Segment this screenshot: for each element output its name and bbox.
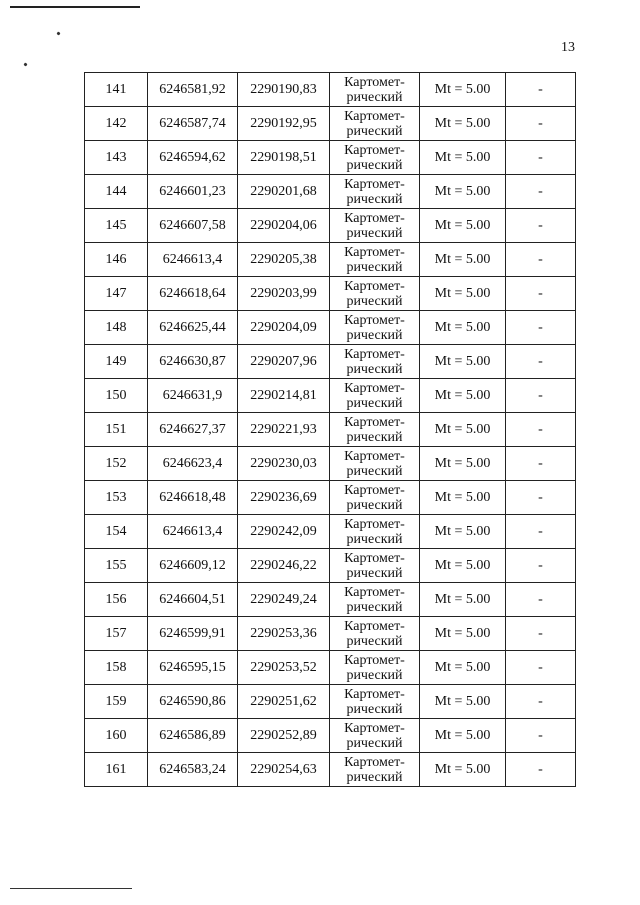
- point-number-cell: 154: [85, 515, 148, 549]
- accuracy-cell: Mt = 5.00: [420, 277, 506, 311]
- method-cell: [330, 73, 420, 107]
- method-line-1: Картомет-: [344, 312, 405, 328]
- table-row: [85, 379, 576, 413]
- accuracy-cell: Mt = 5.00: [420, 413, 506, 447]
- table-row: [85, 277, 576, 311]
- y-coordinate-cell: 2290198,51: [238, 141, 330, 175]
- table-row: [85, 175, 576, 209]
- method-line-1: Картомет-: [344, 652, 405, 668]
- method-line-1: Картомет-: [344, 380, 405, 396]
- method-cell: [330, 651, 420, 685]
- method-cell: [330, 617, 420, 651]
- method-line-2: рический: [346, 327, 403, 343]
- note-cell: -: [506, 107, 576, 141]
- scan-speck: [23, 62, 27, 66]
- method-line-1: Картомет-: [344, 176, 405, 192]
- x-coordinate-cell: 6246630,87: [148, 345, 238, 379]
- note-cell: -: [506, 753, 576, 787]
- table-row: [85, 549, 576, 583]
- method-cell: [330, 379, 420, 413]
- x-coordinate-cell: 6246623,4: [148, 447, 238, 481]
- note-cell: -: [506, 175, 576, 209]
- table-row: [85, 719, 576, 753]
- y-coordinate-cell: 2290246,22: [238, 549, 330, 583]
- note-cell: -: [506, 311, 576, 345]
- method-line-2: рический: [346, 361, 403, 377]
- note-cell: -: [506, 549, 576, 583]
- y-coordinate-cell: 2290203,99: [238, 277, 330, 311]
- note-cell: -: [506, 413, 576, 447]
- accuracy-cell: Mt = 5.00: [420, 175, 506, 209]
- method-line-1: Картомет-: [344, 448, 405, 464]
- y-coordinate-cell: 2290230,03: [238, 447, 330, 481]
- method-cell: [330, 141, 420, 175]
- method-line-1: Картомет-: [344, 686, 405, 702]
- y-coordinate-cell: 2290252,89: [238, 719, 330, 753]
- page-number: 13: [561, 40, 575, 55]
- method-line-1: Картомет-: [344, 720, 405, 736]
- bottom-rule: [10, 888, 132, 889]
- y-coordinate-cell: 2290254,63: [238, 753, 330, 787]
- point-number-cell: 158: [85, 651, 148, 685]
- method-line-2: рический: [346, 123, 403, 139]
- x-coordinate-cell: 6246599,91: [148, 617, 238, 651]
- y-coordinate-cell: 2290204,09: [238, 311, 330, 345]
- point-number-cell: 142: [85, 107, 148, 141]
- point-number-cell: 145: [85, 209, 148, 243]
- y-coordinate-cell: 2290253,36: [238, 617, 330, 651]
- accuracy-cell: Mt = 5.00: [420, 73, 506, 107]
- method-line-2: рический: [346, 463, 403, 479]
- method-line-2: рический: [346, 565, 403, 581]
- accuracy-cell: Mt = 5.00: [420, 685, 506, 719]
- note-cell: -: [506, 243, 576, 277]
- y-coordinate-cell: 2290249,24: [238, 583, 330, 617]
- x-coordinate-cell: 6246586,89: [148, 719, 238, 753]
- point-number-cell: 151: [85, 413, 148, 447]
- note-cell: -: [506, 685, 576, 719]
- accuracy-cell: Mt = 5.00: [420, 515, 506, 549]
- table-row: [85, 685, 576, 719]
- table-row: [85, 107, 576, 141]
- method-line-2: рический: [346, 157, 403, 173]
- method-line-1: Картомет-: [344, 74, 405, 90]
- x-coordinate-cell: 6246609,12: [148, 549, 238, 583]
- method-line-2: рический: [346, 395, 403, 411]
- x-coordinate-cell: 6246607,58: [148, 209, 238, 243]
- table-row: [85, 753, 576, 787]
- table-body: [85, 73, 576, 787]
- method-line-2: рический: [346, 225, 403, 241]
- x-coordinate-cell: 6246618,64: [148, 277, 238, 311]
- note-cell: -: [506, 345, 576, 379]
- method-line-1: Картомет-: [344, 618, 405, 634]
- table-row: [85, 345, 576, 379]
- method-line-2: рический: [346, 769, 403, 785]
- point-number-cell: 147: [85, 277, 148, 311]
- accuracy-cell: Mt = 5.00: [420, 379, 506, 413]
- table-row: [85, 651, 576, 685]
- table-row: [85, 617, 576, 651]
- method-cell: [330, 277, 420, 311]
- note-cell: -: [506, 719, 576, 753]
- x-coordinate-cell: 6246587,74: [148, 107, 238, 141]
- method-cell: [330, 243, 420, 277]
- y-coordinate-cell: 2290201,68: [238, 175, 330, 209]
- x-coordinate-cell: 6246594,62: [148, 141, 238, 175]
- method-cell: [330, 447, 420, 481]
- y-coordinate-cell: 2290205,38: [238, 243, 330, 277]
- note-cell: -: [506, 379, 576, 413]
- x-coordinate-cell: 6246601,23: [148, 175, 238, 209]
- point-number-cell: 156: [85, 583, 148, 617]
- coordinates-table: [84, 72, 576, 787]
- point-number-cell: 146: [85, 243, 148, 277]
- method-cell: [330, 753, 420, 787]
- method-line-2: рический: [346, 191, 403, 207]
- x-coordinate-cell: 6246631,9: [148, 379, 238, 413]
- y-coordinate-cell: 2290251,62: [238, 685, 330, 719]
- point-number-cell: 159: [85, 685, 148, 719]
- point-number-cell: 148: [85, 311, 148, 345]
- method-line-1: Картомет-: [344, 482, 405, 498]
- accuracy-cell: Mt = 5.00: [420, 447, 506, 481]
- method-line-1: Картомет-: [344, 210, 405, 226]
- x-coordinate-cell: 6246613,4: [148, 243, 238, 277]
- y-coordinate-cell: 2290236,69: [238, 481, 330, 515]
- point-number-cell: 157: [85, 617, 148, 651]
- y-coordinate-cell: 2290190,83: [238, 73, 330, 107]
- table-row: [85, 447, 576, 481]
- point-number-cell: 153: [85, 481, 148, 515]
- note-cell: -: [506, 447, 576, 481]
- note-cell: -: [506, 651, 576, 685]
- point-number-cell: 152: [85, 447, 148, 481]
- method-line-2: рический: [346, 701, 403, 717]
- method-cell: [330, 481, 420, 515]
- table-row: [85, 311, 576, 345]
- accuracy-cell: Mt = 5.00: [420, 549, 506, 583]
- method-line-1: Картомет-: [344, 516, 405, 532]
- method-line-1: Картомет-: [344, 108, 405, 124]
- accuracy-cell: Mt = 5.00: [420, 753, 506, 787]
- method-line-2: рический: [346, 429, 403, 445]
- x-coordinate-cell: 6246618,48: [148, 481, 238, 515]
- point-number-cell: 143: [85, 141, 148, 175]
- accuracy-cell: Mt = 5.00: [420, 311, 506, 345]
- y-coordinate-cell: 2290242,09: [238, 515, 330, 549]
- method-cell: [330, 107, 420, 141]
- table-row: [85, 73, 576, 107]
- accuracy-cell: Mt = 5.00: [420, 209, 506, 243]
- method-cell: [330, 345, 420, 379]
- method-cell: [330, 515, 420, 549]
- note-cell: -: [506, 583, 576, 617]
- point-number-cell: 155: [85, 549, 148, 583]
- method-cell: [330, 413, 420, 447]
- x-coordinate-cell: 6246613,4: [148, 515, 238, 549]
- method-line-2: рический: [346, 497, 403, 513]
- point-number-cell: 144: [85, 175, 148, 209]
- method-line-2: рический: [346, 735, 403, 751]
- method-line-2: рический: [346, 667, 403, 683]
- point-number-cell: 141: [85, 73, 148, 107]
- table-row: [85, 209, 576, 243]
- note-cell: -: [506, 73, 576, 107]
- point-number-cell: 150: [85, 379, 148, 413]
- point-number-cell: 149: [85, 345, 148, 379]
- y-coordinate-cell: 2290253,52: [238, 651, 330, 685]
- table-row: [85, 141, 576, 175]
- accuracy-cell: Mt = 5.00: [420, 243, 506, 277]
- method-line-1: Картомет-: [344, 414, 405, 430]
- accuracy-cell: Mt = 5.00: [420, 141, 506, 175]
- x-coordinate-cell: 6246581,92: [148, 73, 238, 107]
- y-coordinate-cell: 2290204,06: [238, 209, 330, 243]
- y-coordinate-cell: 2290221,93: [238, 413, 330, 447]
- note-cell: -: [506, 209, 576, 243]
- method-cell: [330, 209, 420, 243]
- accuracy-cell: Mt = 5.00: [420, 651, 506, 685]
- x-coordinate-cell: 6246604,51: [148, 583, 238, 617]
- method-line-2: рический: [346, 89, 403, 105]
- method-line-2: рический: [346, 259, 403, 275]
- method-line-1: Картомет-: [344, 244, 405, 260]
- method-cell: [330, 583, 420, 617]
- y-coordinate-cell: 2290207,96: [238, 345, 330, 379]
- method-line-1: Картомет-: [344, 278, 405, 294]
- note-cell: -: [506, 141, 576, 175]
- accuracy-cell: Mt = 5.00: [420, 107, 506, 141]
- x-coordinate-cell: 6246590,86: [148, 685, 238, 719]
- method-cell: [330, 311, 420, 345]
- table-row: [85, 413, 576, 447]
- method-line-2: рический: [346, 599, 403, 615]
- method-cell: [330, 175, 420, 209]
- table-row: [85, 243, 576, 277]
- point-number-cell: 160: [85, 719, 148, 753]
- accuracy-cell: Mt = 5.00: [420, 481, 506, 515]
- x-coordinate-cell: 6246627,37: [148, 413, 238, 447]
- method-line-1: Картомет-: [344, 142, 405, 158]
- scan-speck: [56, 31, 60, 35]
- x-coordinate-cell: 6246595,15: [148, 651, 238, 685]
- method-line-1: Картомет-: [344, 754, 405, 770]
- point-number-cell: 161: [85, 753, 148, 787]
- table-row: [85, 481, 576, 515]
- table-row: [85, 515, 576, 549]
- method-cell: [330, 549, 420, 583]
- table-row: [85, 583, 576, 617]
- note-cell: -: [506, 277, 576, 311]
- x-coordinate-cell: 6246583,24: [148, 753, 238, 787]
- method-cell: [330, 685, 420, 719]
- method-line-2: рический: [346, 531, 403, 547]
- accuracy-cell: Mt = 5.00: [420, 345, 506, 379]
- method-line-2: рический: [346, 293, 403, 309]
- accuracy-cell: Mt = 5.00: [420, 617, 506, 651]
- x-coordinate-cell: 6246625,44: [148, 311, 238, 345]
- method-line-1: Картомет-: [344, 346, 405, 362]
- note-cell: -: [506, 617, 576, 651]
- method-line-1: Картомет-: [344, 584, 405, 600]
- note-cell: -: [506, 481, 576, 515]
- y-coordinate-cell: 2290214,81: [238, 379, 330, 413]
- accuracy-cell: Mt = 5.00: [420, 583, 506, 617]
- accuracy-cell: Mt = 5.00: [420, 719, 506, 753]
- method-line-1: Картомет-: [344, 550, 405, 566]
- y-coordinate-cell: 2290192,95: [238, 107, 330, 141]
- top-rule: [10, 6, 140, 8]
- method-cell: [330, 719, 420, 753]
- note-cell: -: [506, 515, 576, 549]
- method-line-2: рический: [346, 633, 403, 649]
